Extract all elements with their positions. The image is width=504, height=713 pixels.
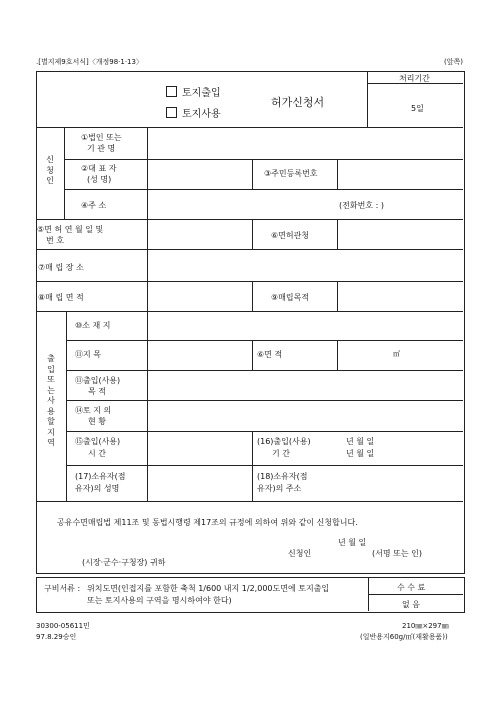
page-side-label: (앞쪽) xyxy=(444,58,463,66)
corp-name-field[interactable] xyxy=(150,130,460,156)
reclaim-place-field[interactable] xyxy=(150,251,460,279)
reclaim-area-label: ⑧매 립 면 적 xyxy=(38,293,84,302)
license-authority-label: ⑥면허관청 xyxy=(271,231,310,240)
paper-size: 210㎜×297㎜ xyxy=(402,622,449,630)
section-land: 출입또는사용할지역 xyxy=(47,354,55,447)
representative-label: ②대 표 자 xyxy=(81,164,117,173)
license-authority-field[interactable] xyxy=(340,221,460,247)
applicant-signature-label: 신청인 xyxy=(288,549,312,558)
address-label: ④주 소 xyxy=(81,201,107,210)
section-applicant: 신청인 xyxy=(46,155,54,185)
documents-label: 구비서류 : xyxy=(44,584,81,593)
entry-period-start[interactable]: 년 월 일 xyxy=(346,437,375,446)
reclaim-place-label: ⑦매 립 장 소 xyxy=(38,263,84,272)
signature-field[interactable]: (서명 또는 인) xyxy=(372,549,422,558)
recipient: (시장·군수·구청장) 귀하 xyxy=(82,558,166,567)
license-date-label: ⑤면 허 연 월 일 및 xyxy=(37,225,104,234)
fee-value: 없 음 xyxy=(402,600,420,609)
address-field[interactable] xyxy=(150,191,330,217)
entry-time-field[interactable] xyxy=(150,433,250,463)
license-date-field[interactable] xyxy=(150,221,250,247)
location-field[interactable] xyxy=(150,313,460,338)
documents-line-1: 위치도면(인접지를 포함한 축척 1/600 내지 1/2,000도면에 토지출입 xyxy=(87,584,330,593)
entry-period-label: (16)출입(사용) xyxy=(257,437,311,446)
owner-address-label: (18)소유자(점 xyxy=(257,472,308,481)
reclaim-purpose-field[interactable] xyxy=(340,283,460,309)
form-number: .[별지제9호서식]〈개정98·1·13〉 xyxy=(36,58,143,66)
entry-purpose-field[interactable] xyxy=(150,372,460,398)
area-unit: ㎡ xyxy=(393,350,400,358)
land-status-field[interactable] xyxy=(150,402,460,429)
application-date[interactable]: 년 월 일 xyxy=(338,538,367,547)
land-category-label: ⑪지 목 xyxy=(75,350,101,359)
phone-label: (전화번호 : ) xyxy=(339,201,384,210)
processing-period-value: 5일 xyxy=(411,104,424,113)
application-statement: 공유수면매립법 제11조 및 동법시행령 제17조의 규정에 의하여 위와 같이 신청합니다. xyxy=(57,518,358,527)
reclaim-purpose-label: ⑨매립목적 xyxy=(271,293,310,302)
location-label: ⑩소 재 지 xyxy=(75,321,111,330)
checkbox-icon xyxy=(166,107,177,118)
reclaim-area-field[interactable] xyxy=(150,283,250,309)
representative-field[interactable] xyxy=(150,161,250,187)
entry-purpose-label: ⑪출입(사용) xyxy=(75,376,121,385)
fee-label: 수 수 료 xyxy=(397,583,426,592)
land-category-field[interactable] xyxy=(150,342,250,368)
form-title: 허가신청서 xyxy=(271,96,325,109)
owner-name-field[interactable] xyxy=(150,467,250,499)
corp-name-label: ①법인 또는 xyxy=(81,133,122,142)
processing-period-label: 처리기간 xyxy=(399,74,430,83)
owner-name-label: (17)소유자(점 xyxy=(75,472,126,481)
documents-line-2: 또는 토지사용의 구역을 명시하여야 한다) xyxy=(87,596,232,605)
checkbox-land-use[interactable]: 토지사용 xyxy=(166,105,221,120)
entry-time-label: ⑮출입(사용) xyxy=(75,437,121,446)
land-area-label: ⑥면 적 xyxy=(257,350,283,359)
paper-type: (일반용지60g/㎡(재활용품)) xyxy=(360,633,448,641)
land-status-label: ⑭토 지 의 xyxy=(75,406,112,415)
entry-period-end[interactable]: 년 월 일 xyxy=(346,449,375,458)
resident-number-label: ③주민등록번호 xyxy=(264,169,318,178)
checkbox-land-entry[interactable]: 토지출입 xyxy=(166,84,221,99)
form-code: 30300-05611민 xyxy=(36,622,90,630)
checkbox-icon xyxy=(166,86,177,97)
land-area-field[interactable] xyxy=(340,342,460,368)
resident-number-field[interactable] xyxy=(340,161,460,187)
owner-address-field[interactable] xyxy=(340,467,460,499)
approval-date: 97.8.29승인 xyxy=(36,633,77,641)
